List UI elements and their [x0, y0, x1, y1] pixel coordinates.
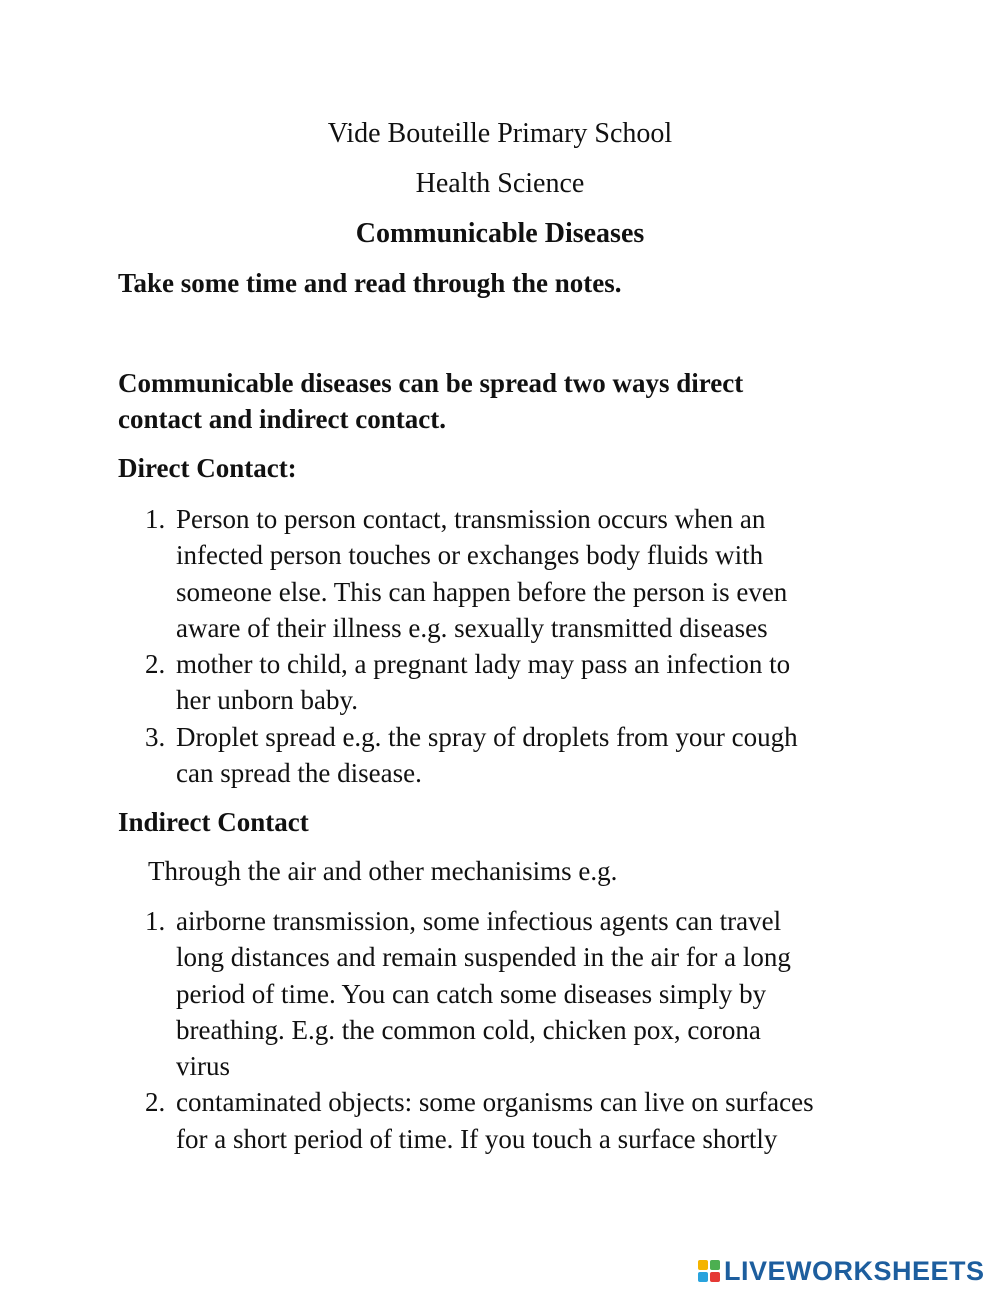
- intro-line: Communicable diseases can be spread two ways direct: [118, 368, 744, 398]
- list-number: 1.: [145, 504, 166, 534]
- indirect-contact-heading: Indirect Contact: [118, 807, 309, 837]
- logo-blocks-icon: [698, 1260, 720, 1282]
- intro-line: contact and indirect contact.: [118, 404, 446, 434]
- liveworksheets-logo[interactable]: [698, 1255, 985, 1287]
- list-line: can spread the disease.: [176, 758, 422, 789]
- logo-block: [710, 1260, 720, 1270]
- list-item: [145, 1084, 905, 1157]
- list-line: contaminated objects: some organisms can live on surfaces: [176, 1087, 814, 1118]
- logo-block: [710, 1272, 720, 1282]
- list-line: long distances and remain suspended in the air for a long: [176, 942, 791, 973]
- list-item: [145, 501, 905, 646]
- list-line: someone else. This can happen before the person is even: [176, 576, 788, 607]
- indirect-intro-text: Through the air and other mechanisims e.g.: [148, 856, 618, 886]
- list-number: 2.: [145, 649, 166, 680]
- list-line: mother to child, a pregnant lady may pass an infection to: [176, 649, 791, 680]
- direct-contact-heading: Direct Contact:: [118, 453, 297, 483]
- list-line: for a short period of time. If you touch a surface shortly: [176, 1123, 778, 1154]
- logo-block: [698, 1272, 708, 1282]
- topic-title: Communicable Diseases: [355, 218, 645, 249]
- list-item: [145, 903, 905, 1084]
- indirect-contact-list: [145, 903, 905, 1157]
- direct-contact-list: [145, 501, 905, 791]
- subject-title: Health Science: [415, 168, 585, 199]
- list-line: Droplet spread e.g. the spray of droplets from your cough: [176, 721, 798, 752]
- logo-block: [698, 1260, 708, 1270]
- list-number: 1.: [145, 906, 166, 936]
- list-item: [145, 719, 905, 792]
- list-line: aware of their illness e.g. sexually transmitted diseases: [176, 612, 768, 643]
- list-line: her unborn baby.: [176, 685, 358, 716]
- logo-text: LIVEWORKSHEETS: [724, 1255, 985, 1286]
- list-line: virus: [176, 1051, 230, 1082]
- list-line: Person to person contact, transmission occurs when an: [176, 504, 766, 534]
- list-line: airborne transmission, some infectious agents can travel: [176, 906, 782, 936]
- instruction-text: Take some time and read through the notes.: [118, 268, 622, 298]
- list-number: 2.: [145, 1087, 166, 1118]
- school-name: Vide Bouteille Primary School: [327, 118, 673, 149]
- list-line: breathing. E.g. the common cold, chicken pox, corona: [176, 1014, 761, 1045]
- intro-paragraph: [118, 365, 743, 437]
- list-line: period of time. You can catch some diseases simply by: [176, 978, 767, 1009]
- list-number: 3.: [145, 721, 166, 752]
- list-item: [145, 646, 905, 719]
- list-line: infected person touches or exchanges body fluids with: [176, 540, 764, 571]
